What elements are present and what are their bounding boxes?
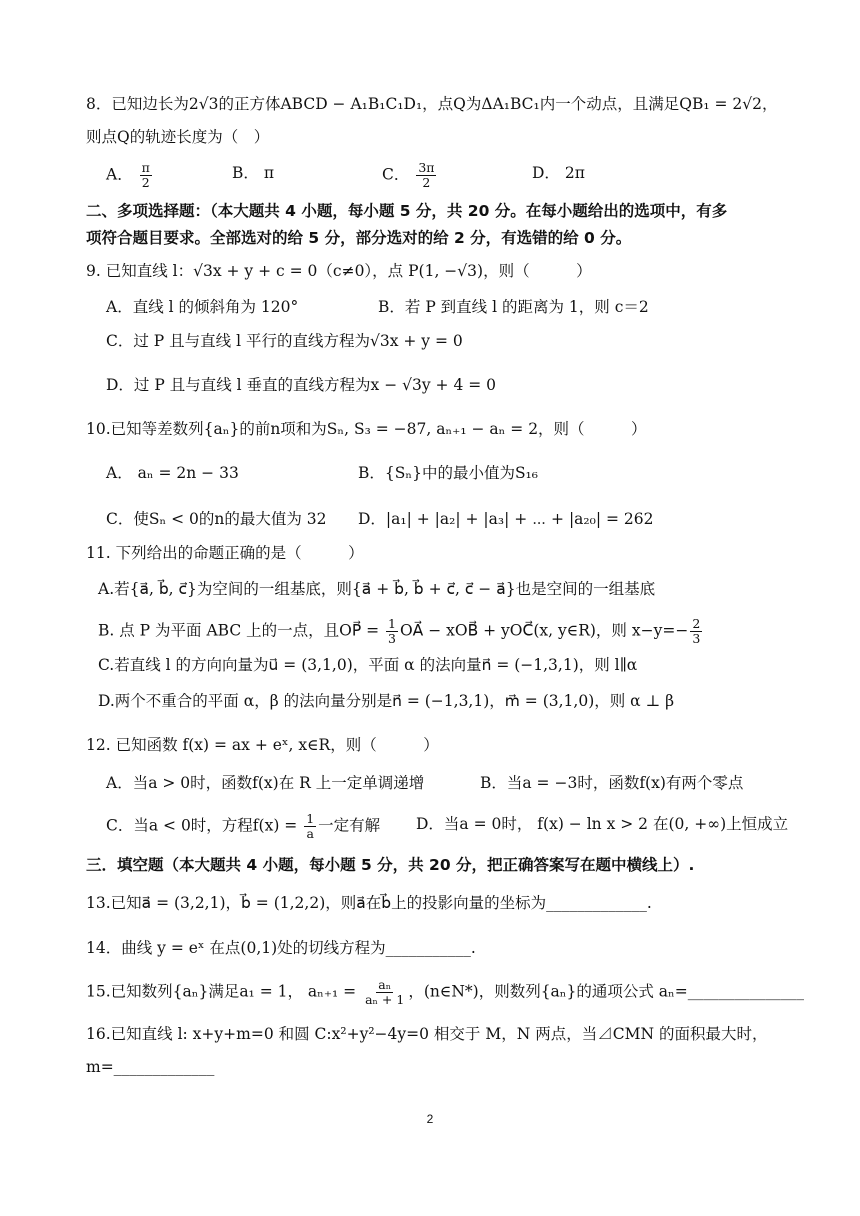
q10-option-b: B．{Sₙ}中的最小值为S₁₆ bbox=[358, 464, 538, 482]
q15-fraction-num: aₙ bbox=[378, 977, 392, 992]
q8-option-a-prefix: A． bbox=[106, 165, 133, 184]
q11-option-b-text-start: B. 点 P 为平面 ABC 上的一点，且OP⃗ = bbox=[98, 621, 385, 640]
section2-heading-line2: 项符合题目要求。全部选对的给 5 分，部分选对的给 2 分，有选错的给 0 分。 bbox=[86, 229, 632, 247]
q8-stem-line1: 8．已知边长为2√3的正方体ABCD − A₁B₁C₁D₁，点Q为ΔA₁BC₁内一个动点，且满足QB₁ = 2√2， bbox=[86, 95, 778, 113]
q8-option-c-denominator: 2 bbox=[422, 175, 431, 190]
q12-option-d: D．当a = 0时， f(x) − ln x > 2 在(0, +∞)上恒成立 bbox=[416, 815, 789, 833]
q15-fraction bbox=[363, 978, 406, 1007]
q10-option-c: C．使Sₙ < 0的n的最大值为 32 bbox=[106, 510, 327, 528]
q11-option-b-fraction2 bbox=[690, 617, 702, 646]
q11-option-b-text-mid: OA⃗ − xOB⃗ + yOC⃗(x, y∈R)，则 x−y=− bbox=[399, 621, 689, 640]
q15-text-start: 15.已知数列{aₙ}满足a₁ = 1， aₙ₊₁ = bbox=[86, 982, 362, 1001]
q12-option-c-text-end: 一定有解 bbox=[318, 816, 381, 835]
q8-option-c-prefix: C． bbox=[382, 165, 410, 184]
q8-option-a bbox=[106, 161, 154, 190]
q8-option-c bbox=[382, 161, 438, 190]
q12-option-c-fraction-den: a bbox=[306, 826, 314, 841]
q15-text-end: ，(n∈N*)，则数列{aₙ}的通项公式 aₙ=_______________ bbox=[408, 982, 804, 1001]
q8-option-c-fraction bbox=[416, 161, 436, 190]
q10-option-a: A． aₙ = 2n − 33 bbox=[106, 464, 239, 482]
q11-option-b-fraction2-den: 3 bbox=[692, 631, 701, 646]
q11-option-b-fraction1-den: 3 bbox=[388, 631, 396, 646]
q11-option-b-fraction1 bbox=[386, 617, 398, 646]
q8-option-a-fraction bbox=[140, 161, 152, 190]
q9-option-b: B．若 P 到直线 l 的距离为 1，则 c＝2 bbox=[378, 298, 649, 316]
q8-option-d: D． 2π bbox=[532, 164, 585, 182]
q16-line2: m=_____________ bbox=[86, 1058, 215, 1076]
q11-stem: 11. 下列给出的命题正确的是（ ） bbox=[86, 544, 364, 562]
section3-heading: 三．填空题（本大题共 4 小题，每小题 5 分，共 20 分，把正确答案写在题中横线上）. bbox=[86, 856, 695, 874]
q11-option-b-fraction1-num: 1 bbox=[388, 616, 396, 631]
q8-option-a-denominator: 2 bbox=[141, 175, 150, 190]
page-number: 2 bbox=[426, 1112, 434, 1126]
q9-stem: 9. 已知直线 l：√3x + y + c = 0（c≠0），点 P(1, −√3)，则（ ） bbox=[86, 262, 592, 280]
q10-stem: 10.已知等差数列{aₙ}的前n项和为Sₙ, S₃ = −87, aₙ₊₁ − aₙ = 2，则（ ） bbox=[86, 420, 647, 438]
q9-option-d: D．过 P 且与直线 l 垂直的直线方程为x − √3y + 4 = 0 bbox=[106, 376, 497, 394]
q14-text: 14．曲线 y = eˣ 在点(0,1)处的切线方程为___________. bbox=[86, 939, 476, 957]
q12-option-b: B．当a = −3时，函数f(x)有两个零点 bbox=[480, 774, 744, 792]
q8-option-a-numerator: π bbox=[141, 160, 150, 175]
q8-option-b: B． π bbox=[232, 164, 275, 182]
q10-option-d: D．|a₁| + |a₂| + |a₃| + ⋯ + |a₂₀| = 262 bbox=[358, 510, 654, 528]
q8-option-c-numerator: 3π bbox=[418, 160, 435, 175]
q12-stem: 12. 已知函数 f(x) = ax + eˣ, x∈R，则（ ） bbox=[86, 736, 439, 754]
q15-fraction-den: aₙ + 1 bbox=[365, 992, 405, 1007]
q9-option-a: A．直线 l 的倾斜角为 120° bbox=[106, 298, 299, 316]
q11-option-d: D.两个不重合的平面 α，β 的法向量分别是n⃗ = (−1,3,1)，m⃗ = (3,1,0)，则 α ⊥ β bbox=[98, 692, 675, 710]
q12-option-c-text-start: C．当a < 0时，方程f(x) = bbox=[106, 816, 303, 835]
q15-text bbox=[86, 977, 804, 1007]
q12-option-c bbox=[106, 812, 380, 841]
q11-option-c: C.若直线 l 的方向向量为u⃗ = (3,1,0)，平面 α 的法向量n⃗ = (−1,3,1)，则 l∥α bbox=[98, 656, 638, 674]
q11-option-a: A.若{a⃗, b⃗, c⃗}为空间的一组基底，则{a⃗ + b⃗, b⃗ + c⃗, c⃗ − a⃗}也是空间的一组基底 bbox=[98, 580, 656, 598]
q13-text: 13.已知a⃗ = (3,2,1)，b⃗ = (1,2,2)，则a⃗在b⃗上的投影向量的坐标为_____________. bbox=[86, 894, 652, 912]
q8-stem-line2: 则点Q的轨迹长度为（ ） bbox=[86, 128, 270, 146]
q9-option-c: C．过 P 且与直线 l 平行的直线方程为√3x + y = 0 bbox=[106, 332, 463, 350]
section2-heading-line1: 二、多项选择题：（本大题共 4 小题，每小题 5 分，共 20 分。在每小题给出的选项中，有多 bbox=[86, 202, 728, 220]
q12-option-c-fraction-num: 1 bbox=[306, 811, 315, 826]
q11-option-b bbox=[98, 617, 704, 646]
q12-option-c-fraction bbox=[304, 812, 316, 841]
q12-option-a: A．当a > 0时，函数f(x)在 R 上一定单调递增 bbox=[106, 774, 425, 792]
q11-option-b-fraction2-num: 2 bbox=[692, 616, 701, 631]
q16-line1: 16.已知直线 l: x+y+m=0 和圆 C:x²+y²−4y=0 相交于 M，N 两点，当⊿CMN 的面积最大时， bbox=[86, 1025, 768, 1043]
